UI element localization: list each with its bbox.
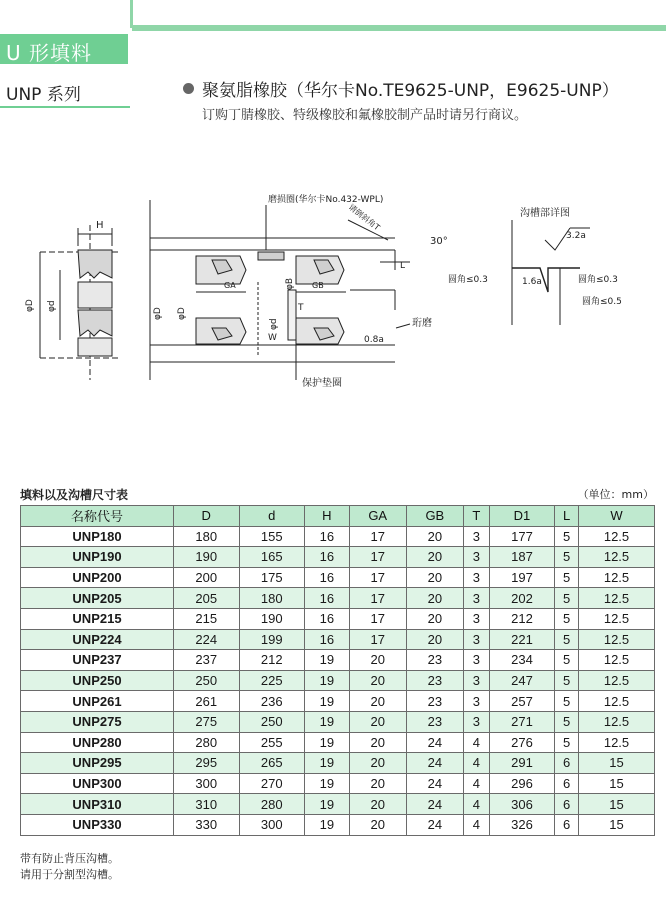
- note-1: 带有防止背压沟槽。: [20, 852, 119, 865]
- table-cell: 12.5: [579, 629, 655, 650]
- dim-D1-label: φD: [177, 307, 187, 320]
- table-cell: 212: [489, 608, 555, 629]
- table-cell: 17: [349, 608, 406, 629]
- col-header: W: [579, 506, 655, 527]
- row-name-cell: UNP215: [21, 608, 174, 629]
- table-cell: 15: [579, 794, 655, 815]
- table-cell: 270: [239, 773, 305, 794]
- table-cell: 212: [239, 650, 305, 671]
- table-cell: 175: [239, 567, 305, 588]
- table-cell: 180: [239, 588, 305, 609]
- table-row: [21, 629, 655, 650]
- table-cell: 296: [489, 773, 555, 794]
- table-cell: 247: [489, 670, 555, 691]
- row-name-cell: UNP295: [21, 753, 174, 774]
- table-cell: 300: [239, 814, 305, 835]
- table-cell: 12.5: [579, 711, 655, 732]
- dim-T-label: T: [298, 303, 304, 313]
- table-cell: 17: [349, 547, 406, 568]
- table-cell: 12.5: [579, 526, 655, 547]
- col-header: T: [463, 506, 489, 527]
- col-header: GA: [349, 506, 406, 527]
- table-cell: 224: [173, 629, 239, 650]
- table-cell: 24: [406, 753, 463, 774]
- table-cell: 3: [463, 629, 489, 650]
- table-cell: 19: [305, 711, 350, 732]
- series-title: UNP 系列: [6, 85, 81, 105]
- dim-B-label: φB: [285, 277, 295, 290]
- table-cell: 17: [349, 629, 406, 650]
- table-cell: 16: [305, 588, 350, 609]
- angle-label: 30°: [430, 236, 448, 247]
- section-title: U 形填料: [6, 41, 92, 65]
- table-cell: 20: [349, 691, 406, 712]
- table-cell: 276: [489, 732, 555, 753]
- table-cell: 236: [239, 691, 305, 712]
- table-cell: 5: [555, 670, 579, 691]
- table-cell: 6: [555, 753, 579, 774]
- table-cell: 234: [489, 650, 555, 671]
- table-cell: 19: [305, 814, 350, 835]
- table-cell: 306: [489, 794, 555, 815]
- roughness-08-label: 0.8a: [364, 335, 384, 345]
- dim-L-label: L: [400, 261, 406, 271]
- table-cell: 177: [489, 526, 555, 547]
- table-cell: 20: [349, 753, 406, 774]
- row-name-cell: UNP200: [21, 567, 174, 588]
- table-cell: 265: [239, 753, 305, 774]
- row-name-cell: UNP280: [21, 732, 174, 753]
- table-row: [21, 753, 655, 774]
- table-row: [21, 691, 655, 712]
- table-cell: 24: [406, 773, 463, 794]
- table-cell: 225: [239, 670, 305, 691]
- table-cell: 4: [463, 732, 489, 753]
- table-cell: 5: [555, 567, 579, 588]
- table-cell: 261: [173, 691, 239, 712]
- table-row: [21, 794, 655, 815]
- table-cell: 291: [489, 753, 555, 774]
- table-row: [21, 567, 655, 588]
- radius-right-label: 圆角≤0.3: [578, 275, 618, 285]
- product-subheading: 订购丁腈橡胶、特级橡胶和氟橡胶制产品时请另行商议。: [202, 108, 528, 123]
- table-cell: 155: [239, 526, 305, 547]
- row-name-cell: UNP300: [21, 773, 174, 794]
- dim-W-label: W: [268, 333, 277, 343]
- table-row: [21, 526, 655, 547]
- table-cell: 280: [239, 794, 305, 815]
- table-cell: 271: [489, 711, 555, 732]
- dim-H-label: H: [96, 220, 104, 231]
- table-cell: 187: [489, 547, 555, 568]
- roughness-32-label: 3.2a: [566, 231, 586, 241]
- table-cell: 4: [463, 753, 489, 774]
- table-cell: 20: [406, 547, 463, 568]
- table-unit: （单位：mm）: [577, 488, 654, 501]
- row-name-cell: UNP330: [21, 814, 174, 835]
- col-header: D1: [489, 506, 555, 527]
- table-cell: 3: [463, 670, 489, 691]
- row-name-cell: UNP190: [21, 547, 174, 568]
- table-cell: 12.5: [579, 588, 655, 609]
- row-name-cell: UNP224: [21, 629, 174, 650]
- dim-d-label: φd: [47, 300, 57, 312]
- top-vertical-rule: [130, 0, 133, 28]
- row-name-cell: UNP275: [21, 711, 174, 732]
- table-cell: 16: [305, 567, 350, 588]
- radius-bottom-label: 圆角≤0.5: [582, 297, 622, 307]
- table-cell: 5: [555, 608, 579, 629]
- table-cell: 12.5: [579, 567, 655, 588]
- table-cell: 295: [173, 753, 239, 774]
- table-row: [21, 588, 655, 609]
- col-header: H: [305, 506, 350, 527]
- table-cell: 326: [489, 814, 555, 835]
- row-name-cell: UNP180: [21, 526, 174, 547]
- table-cell: 19: [305, 732, 350, 753]
- table-cell: 197: [489, 567, 555, 588]
- table-cell: 5: [555, 650, 579, 671]
- table-cell: 165: [239, 547, 305, 568]
- table-cell: 3: [463, 711, 489, 732]
- table-cell: 12.5: [579, 608, 655, 629]
- table-cell: 180: [173, 526, 239, 547]
- table-cell: 20: [406, 629, 463, 650]
- table-cell: 16: [305, 526, 350, 547]
- table-cell: 3: [463, 588, 489, 609]
- table-cell: 5: [555, 588, 579, 609]
- top-horizontal-rule: [132, 25, 666, 31]
- col-header: d: [239, 506, 305, 527]
- table-cell: 20: [349, 814, 406, 835]
- table-cell: 17: [349, 588, 406, 609]
- table-cell: 12.5: [579, 691, 655, 712]
- table-cell: 24: [406, 814, 463, 835]
- table-cell: 15: [579, 753, 655, 774]
- table-cell: 20: [406, 526, 463, 547]
- table-cell: 5: [555, 691, 579, 712]
- table-cell: 215: [173, 608, 239, 629]
- table-cell: 3: [463, 650, 489, 671]
- table-row: [21, 650, 655, 671]
- roughness-16-label: 1.6a: [522, 277, 542, 287]
- table-cell: 3: [463, 567, 489, 588]
- table-cell: 5: [555, 629, 579, 650]
- table-cell: 19: [305, 670, 350, 691]
- technical-drawing: [0, 180, 666, 405]
- dimension-table: [20, 505, 655, 836]
- table-row: [21, 814, 655, 835]
- table-cell: 4: [463, 773, 489, 794]
- chamfer-label: 请倒斜角T: [346, 202, 382, 233]
- section-title-box: [0, 34, 128, 64]
- table-cell: 280: [173, 732, 239, 753]
- table-cell: 3: [463, 691, 489, 712]
- table-cell: 16: [305, 547, 350, 568]
- row-name-cell: UNP261: [21, 691, 174, 712]
- dim-D-label: φD: [25, 299, 35, 312]
- table-cell: 20: [349, 670, 406, 691]
- table-cell: 12.5: [579, 732, 655, 753]
- table-cell: 17: [349, 526, 406, 547]
- table-cell: 4: [463, 814, 489, 835]
- table-body: [21, 526, 655, 835]
- table-cell: 24: [406, 732, 463, 753]
- table-cell: 20: [349, 732, 406, 753]
- table-cell: 202: [489, 588, 555, 609]
- table-cell: 12.5: [579, 547, 655, 568]
- radius-left-label: 圆角≤0.3: [448, 275, 488, 285]
- table-cell: 6: [555, 814, 579, 835]
- row-name-cell: UNP205: [21, 588, 174, 609]
- table-title: 填料以及沟槽尺寸表: [20, 488, 129, 502]
- table-cell: 5: [555, 732, 579, 753]
- table-cell: 19: [305, 773, 350, 794]
- product-heading: 聚氨脂橡胶（华尔卡No.TE9625-UNP，E9625-UNP）: [202, 81, 619, 101]
- row-name-cell: UNP237: [21, 650, 174, 671]
- row-name-cell: UNP310: [21, 794, 174, 815]
- table-header-row: [21, 506, 655, 527]
- table-cell: 17: [349, 567, 406, 588]
- col-header: D: [173, 506, 239, 527]
- table-cell: 5: [555, 547, 579, 568]
- table-row: [21, 608, 655, 629]
- table-cell: 19: [305, 691, 350, 712]
- row-name-cell: UNP250: [21, 670, 174, 691]
- table-row: [21, 732, 655, 753]
- table-cell: 330: [173, 814, 239, 835]
- table-cell: 20: [406, 588, 463, 609]
- dim-GB-label: GB: [312, 281, 324, 290]
- table-cell: 250: [239, 711, 305, 732]
- wear-ring-label: 磨损圈(华尔卡No.432-WPL): [268, 195, 384, 205]
- table-cell: 12.5: [579, 670, 655, 691]
- note-2: 请用于分割型沟槽。: [20, 868, 119, 881]
- table-row: [21, 711, 655, 732]
- table-cell: 23: [406, 670, 463, 691]
- table-cell: 24: [406, 794, 463, 815]
- table-row: [21, 773, 655, 794]
- table-cell: 310: [173, 794, 239, 815]
- grind-label: 珩磨: [412, 318, 432, 329]
- groove-detail-label: 沟槽部详图: [520, 208, 570, 219]
- table-cell: 255: [239, 732, 305, 753]
- table-cell: 275: [173, 711, 239, 732]
- table-cell: 20: [349, 773, 406, 794]
- table-cell: 19: [305, 794, 350, 815]
- series-underline: [0, 106, 130, 108]
- col-header: L: [555, 506, 579, 527]
- table-cell: 190: [173, 547, 239, 568]
- table-cell: 6: [555, 773, 579, 794]
- table-cell: 250: [173, 670, 239, 691]
- table-cell: 200: [173, 567, 239, 588]
- table-cell: 23: [406, 650, 463, 671]
- table-cell: 6: [555, 794, 579, 815]
- top-decoration: [0, 0, 666, 34]
- table-row: [21, 547, 655, 568]
- table-cell: 300: [173, 773, 239, 794]
- col-header: GB: [406, 506, 463, 527]
- table-cell: 20: [349, 650, 406, 671]
- table-cell: 5: [555, 711, 579, 732]
- table-cell: 5: [555, 526, 579, 547]
- table-cell: 16: [305, 608, 350, 629]
- table-cell: 23: [406, 691, 463, 712]
- table-cell: 237: [173, 650, 239, 671]
- dim-D-tol-label: φD: [153, 307, 163, 320]
- table-cell: 23: [406, 711, 463, 732]
- table-cell: 19: [305, 753, 350, 774]
- table-cell: 221: [489, 629, 555, 650]
- table-cell: 12.5: [579, 650, 655, 671]
- table-cell: 20: [406, 567, 463, 588]
- table-cell: 199: [239, 629, 305, 650]
- bullet-icon: [183, 83, 194, 94]
- protect-ring-label: 保护垫圈: [302, 378, 342, 389]
- table-cell: 20: [349, 794, 406, 815]
- table-cell: 15: [579, 773, 655, 794]
- table-cell: 20: [349, 711, 406, 732]
- dim-d2-label: φd: [269, 318, 279, 330]
- table-cell: 4: [463, 794, 489, 815]
- col-header: 名称代号: [21, 506, 174, 527]
- table-cell: 3: [463, 608, 489, 629]
- table-cell: 3: [463, 547, 489, 568]
- table-cell: 190: [239, 608, 305, 629]
- table-cell: 15: [579, 814, 655, 835]
- table-cell: 257: [489, 691, 555, 712]
- table-row: [21, 670, 655, 691]
- table-cell: 19: [305, 650, 350, 671]
- dim-GA-label: GA: [224, 281, 236, 290]
- table-cell: 16: [305, 629, 350, 650]
- table-cell: 3: [463, 526, 489, 547]
- table-cell: 20: [406, 608, 463, 629]
- table-cell: 205: [173, 588, 239, 609]
